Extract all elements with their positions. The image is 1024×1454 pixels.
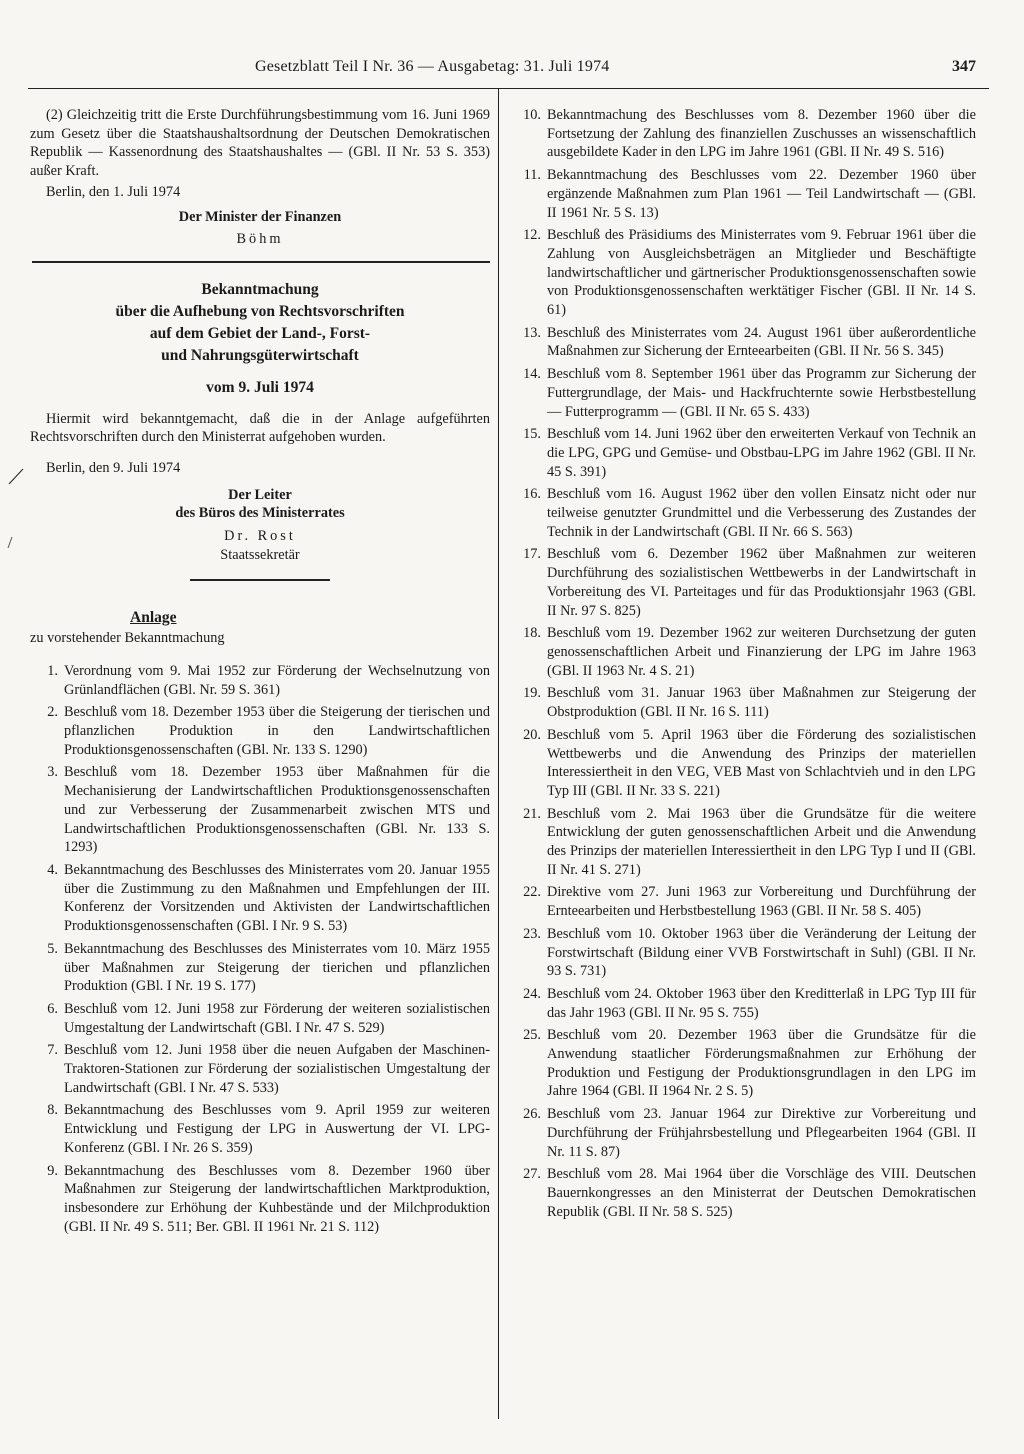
anlage-heading: Anlage <box>130 608 177 626</box>
item-number: 21. <box>523 805 541 822</box>
list-item <box>30 763 490 857</box>
item-text: Bekanntmachung des Beschlusses vom 22. Dezember 1960 über ergänzende Maßnahmen zum Plan 1961 — Teil Landwirtschaft — (GBl. II 1961 Nr. 5 S. 13) <box>547 167 976 221</box>
signer-2-title-2: des Büros des Ministerrates <box>175 505 345 522</box>
item-number: 5. <box>47 940 58 957</box>
item-number: 10. <box>523 107 541 123</box>
list-item <box>509 1026 976 1101</box>
title-line-2: über die Aufhebung von Rechtsvorschriften <box>115 302 405 320</box>
left-column <box>30 106 490 1240</box>
item-number: 27. <box>523 1166 541 1183</box>
item-text: Bekanntmachung des Beschlusses vom 8. Dezember 1960 über Maßnahmen zur Steigerung der landwirtschaftlichen Marktproduktion, insbesondere zur Erhöhung der Kuhbestände und der Milchproduktion (GBl. II Nr. 49 S. 511; Ber. GBl. II 1961 Nr. 21 S. 112) <box>64 1162 490 1235</box>
column-divider <box>498 89 499 1419</box>
item-number: 2. <box>47 704 58 721</box>
item-number: 15. <box>523 426 541 443</box>
item-number: 26. <box>523 1106 541 1123</box>
item-number: 4. <box>47 861 58 878</box>
list-item <box>509 425 976 481</box>
item-number: 11. <box>523 167 541 184</box>
item-text: Beschluß vom 12. Juni 1958 zur Förderung der weiteren sozialistischen Umgestaltung der Landwirtschaft (GBl. I Nr. 47 S. 529) <box>64 1000 490 1036</box>
list-item <box>30 861 490 936</box>
list-item <box>509 324 976 361</box>
item-number: 3. <box>47 764 58 781</box>
item-text: Beschluß vom 24. Oktober 1963 über den Kreditterlaß in LPG Typ III für das Jahr 1963 (GBl. II Nr. 95 S. 755) <box>547 985 976 1021</box>
list-item <box>30 1101 490 1157</box>
short-separator <box>190 579 330 581</box>
item-number: 22. <box>523 884 541 901</box>
list-item <box>509 1105 976 1161</box>
item-text: Beschluß des Präsidiums des Ministerrates vom 9. Februar 1961 über die Zahlung von Ausgleichsbeträgen an Mitglieder und Beschäftigte landwirtschaftlicher und gärtnerischer Produktionsgenossenschaften sowie von Produktionsgenossenschaften werktätiger Fischer (GBl. II Nr. 14 S. 61) <box>547 227 976 319</box>
anlage-subtitle: zu vorstehender Bekanntmachung <box>30 630 225 647</box>
item-number: 20. <box>523 726 541 743</box>
item-text: Beschluß vom 12. Juni 1958 über die neuen Aufgaben der Maschinen-Traktoren-Stationen zur Förderung der sozialistischen Umgestaltung der Landwirtschaft (GBl. I Nr. 47 S. 533) <box>64 1042 490 1096</box>
list-item <box>509 226 976 320</box>
item-text: Beschluß vom 18. Dezember 1953 über Maßnahmen für die Mechanisierung der Landwirtschaftlichen Produktionsgenossenschaften und zur Verbesserung der Zusammenarbeit zwischen MTS und Landwirtschaftlichen Produktionsgenossenschaften (GBl. Nr. 133 S. 1293) <box>64 764 490 856</box>
list-item <box>30 1000 490 1037</box>
item-number: 8. <box>47 1102 58 1119</box>
item-number: 25. <box>523 1027 541 1044</box>
item-text: Beschluß vom 16. August 1962 über den vollen Einsatz nicht oder nur teilweise genutzter Grundmittel und die Verbesserung des Zustandes der Technik in der Landwirtschaft (GBl. II Nr. 66 S. 563) <box>547 486 976 540</box>
list-item <box>30 1041 490 1097</box>
item-number: 12. <box>523 227 541 244</box>
list-item <box>509 624 976 680</box>
left-list <box>30 662 490 1236</box>
place-date-2: Berlin, den 9. Juli 1974 <box>46 460 181 477</box>
pencil-slash-mark <box>6 466 26 486</box>
list-item <box>509 166 976 222</box>
running-header: Gesetzblatt Teil I Nr. 36 — Ausgabetag: 31. Juli 1974 <box>255 58 610 75</box>
item-number: 1. <box>47 662 58 679</box>
item-text: Beschluß vom 20. Dezember 1963 über die Grundsätze für die Anwendung staatlicher Förderungsmaßnahmen zur Erhöhung der Produktion und Festigung der Produktionsgrundlagen in den LPG im Jahre 1964 (GBl. II 1964 Nr. 2 S. 5) <box>547 1027 976 1100</box>
list-item <box>509 106 976 162</box>
right-column <box>509 106 976 1225</box>
item-text: Beschluß vom 10. Oktober 1963 über die Veränderung der Leitung der Forstwirtschaft (Bildung einer VVB Forstwirtschaft in Suhl) (GBl. II Nr. 93 S. 731) <box>547 925 976 980</box>
signer-1-name: Böhm <box>236 231 284 248</box>
item-number: 23. <box>523 925 541 942</box>
item-number: 9. <box>47 1162 58 1179</box>
list-item <box>509 365 976 421</box>
item-text: Direktive vom 27. Juni 1963 zur Vorbereitung und Durchführung der Ernteearbeiten und Herbstbestellung 1963 (GBl. II Nr. 58 S. 405) <box>547 884 976 920</box>
signer-2-name: Dr. Rost <box>224 528 296 545</box>
item-text: Beschluß vom 5. April 1963 über die Förderung des sozialistischen Wettbewerbs und die Anwendung des Prinzips der materiellen Interessiertheit in den VEG, VEB Mast von Schlachtvieh und in den LPG Typ III (GBl. II Nr. 33 S. 221) <box>547 726 976 799</box>
item-text: Beschluß vom 31. Januar 1963 über Maßnahmen zur Steigerung der Obstproduktion (GBl. II Nr. 16 S. 111) <box>547 685 976 721</box>
item-number: 16. <box>523 486 541 503</box>
page-number: 347 <box>952 58 976 75</box>
place-date-1: Berlin, den 1. Juli 1974 <box>46 183 181 200</box>
item-text: Beschluß vom 18. Dezember 1953 über die Steigerung der tierischen und pflanzlichen Produktion in den Landwirtschaftlichen Produktionsgenossenschaften (GBl. Nr. 133 S. 1290) <box>64 704 490 758</box>
item-number: 14. <box>523 366 541 383</box>
pencil-tick-mark <box>6 535 14 549</box>
item-text: Beschluß vom 8. September 1961 über das Programm zur Sicherung der Futtergrundlage, der Mais- und Hackfruchternte sowie Herbstbestellung — Futterprogramm — (GBl. II Nr. 65 S. 433) <box>547 366 976 420</box>
list-item <box>30 662 490 699</box>
item-number: 7. <box>47 1042 58 1059</box>
list-item <box>509 545 976 620</box>
item-number: 24. <box>523 985 541 1002</box>
list-item <box>30 1162 490 1237</box>
list-item <box>509 1165 976 1221</box>
signer-2-role: Staatssekretär <box>220 546 300 563</box>
item-text: Beschluß vom 6. Dezember 1962 über Maßnahmen zur weiteren Durchführung des sozialistischen Wettbewerbs in der Landwirtschaft in Vorbereitung des VI. Parteitages und für das Produktionsjahr 1963 (GBl. II Nr. 97 S. 825) <box>547 546 976 619</box>
section-separator <box>32 261 490 263</box>
item-text: Beschluß vom 23. Januar 1964 zur Direktive zur Vorbereitung und Durchführung der Frühjahrsbestellung und Pflegearbeiten 1964 (GBl. II Nr. 11 S. 87) <box>547 1106 976 1160</box>
item-number: 18. <box>523 625 541 642</box>
item-text: Bekanntmachung des Beschlusses des Ministerrates vom 20. Januar 1955 über die Zustimmung zu den Maßnahmen und Empfehlungen der III. Konferenz der Vorsitzenden und Aktivisten der Landwirtschaftlichen Produktionsgenossenschaften (GBl. I Nr. 9 S. 53) <box>64 861 490 935</box>
item-text: Bekanntmachung des Beschlusses vom 8. Dezember 1960 über die Fortsetzung der Zahlung des finanziellen Zuschusses an wissenschaftlich ausgebildete Kader in den LPG im Jahre 1961 (GBl. II Nr. 49 S. 516) <box>547 107 976 161</box>
item-number: 6. <box>47 1000 58 1017</box>
signer-1-title: Der Minister der Finanzen <box>178 208 342 225</box>
list-item <box>30 940 490 996</box>
header-rule <box>28 88 989 89</box>
list-item <box>30 703 490 759</box>
list-item <box>509 684 976 721</box>
title-line-4: und Nahrungsgüterwirtschaft <box>161 346 359 364</box>
item-text: Beschluß vom 19. Dezember 1962 zur weiteren Durchsetzung der guten genossenschaftlichen Arbeit und Finanzierung der LPG im Jahre 1963 (GBl. II 1963 Nr. 4 S. 21) <box>547 625 976 679</box>
title-line-1: Bekanntmachung <box>201 280 319 298</box>
item-number: 19. <box>523 685 541 702</box>
list-item <box>509 925 976 981</box>
item-text: Bekanntmachung des Beschlusses vom 9. April 1959 zur weiteren Entwicklung und Festigung der LPG in Auswertung der VI. LPG-Konferenz (GBl. I Nr. 26 S. 359) <box>64 1102 490 1156</box>
list-item <box>509 985 976 1022</box>
item-text: Bekanntmachung des Beschlusses des Ministerrates vom 10. März 1955 über Maßnahmen zur Steigerung der tierichen und pflanzlichen Produktion (GBl. I Nr. 19 S. 177) <box>64 940 490 995</box>
list-item <box>509 485 976 541</box>
item-number: 13. <box>523 324 541 341</box>
list-item <box>509 726 976 801</box>
item-text: Beschluß vom 14. Juni 1962 über den erweiterten Verkauf von Technik an die LPG, GPG und Gemüse- und Obstbau-LPG im Jahre 1962 (GBl. II Nr. 45 S. 391) <box>547 426 976 480</box>
announcement-title <box>30 279 490 367</box>
item-number: 17. <box>523 546 541 563</box>
item-text: Beschluß vom 28. Mai 1964 über die Vorschläge des VIII. Deutschen Bauernkongresses an den Ministerrat der Deutschen Demokratischen Republik (GBl. II Nr. 58 S. 525) <box>547 1166 976 1220</box>
intro-paragraph: Hiermit wird bekanntgemacht, daß die in der Anlage aufgeführten Rechtsvorschriften durch den Ministerrat aufgehoben wurden. <box>30 410 490 446</box>
item-text: Verordnung vom 9. Mai 1952 zur Förderung der Wechselnutzung von Grünlandflächen (GBl. Nr. 59 S. 361) <box>64 662 490 698</box>
item-text: Beschluß des Ministerrates vom 24. August 1961 über außerordentliche Maßnahmen zur Sicherung der Ernteearbeiten (GBl. II Nr. 56 S. 345) <box>547 324 976 360</box>
title-line-3: auf dem Gebiet der Land-, Forst- <box>149 324 371 342</box>
list-item <box>509 883 976 920</box>
list-item <box>509 805 976 880</box>
item-text: Beschluß vom 2. Mai 1963 über die Grundsätze für die weitere Entwicklung der guten genossenschaftlichen Arbeit und die Anwendung des Prinzips der materiellen Interessiertheit in den LPG Typ I und II (GBl. II Nr. 41 S. 271) <box>547 805 976 878</box>
signer-2-title-1: Der Leiter <box>228 486 292 503</box>
announcement-date: vom 9. Juli 1974 <box>206 378 314 396</box>
paragraph-2: (2) Gleichzeitig tritt die Erste Durchführungsbestimmung vom 16. Juni 1969 zum Gesetz über die Staatshaushaltsordnung der Deutschen Demokratischen Republik — Kassenordnung des Staatshaushaltes — (GBl. II Nr. 53 S. 353) außer Kraft. <box>30 107 490 180</box>
